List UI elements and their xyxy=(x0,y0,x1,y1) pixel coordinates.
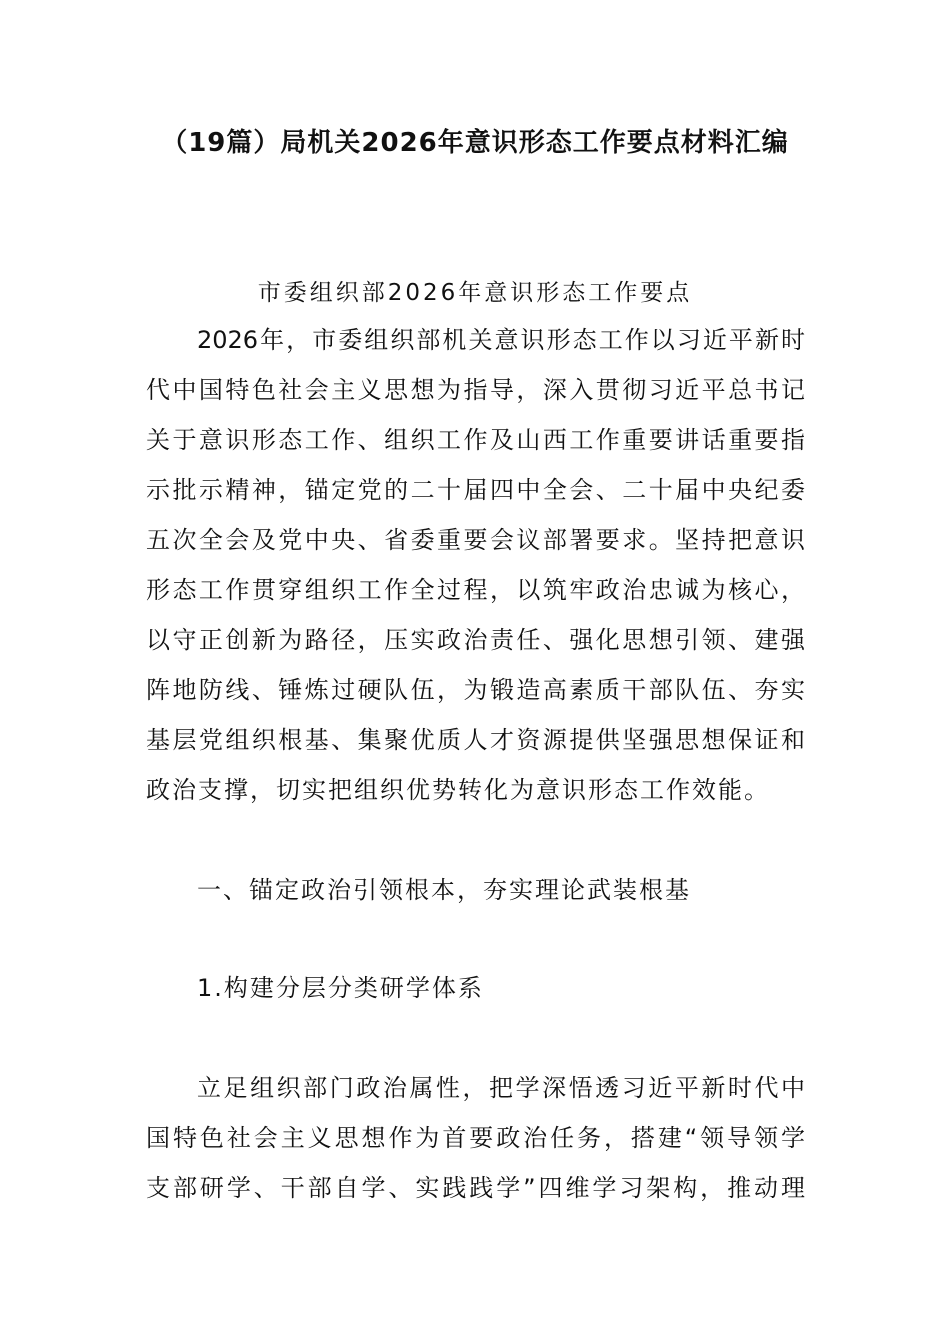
paragraph-line: 以守正创新为路径，压实政治责任、强化思想引领、建强 xyxy=(146,626,805,654)
section-heading: 一、锚定政治引领根本，夯实理论武装根基 xyxy=(197,876,691,904)
paragraph-line: 阵地防线、锤炼过硬队伍，为锻造高素质干部队伍、夯实 xyxy=(146,676,805,704)
article-title: 市委组织部2026年意识形态工作要点 xyxy=(257,280,693,306)
paragraph-line: 立足组织部门政治属性，把学深悟透习近平新时代中 xyxy=(197,1074,805,1102)
paragraph-line: 代中国特色社会主义思想为指导，深入贯彻习近平总书记 xyxy=(146,376,805,404)
subsection-heading: 1.构建分层分类研学体系 xyxy=(197,974,484,1002)
paragraph-line: 关于意识形态工作、组织工作及山西工作重要讲话重要指 xyxy=(146,426,805,454)
paragraph-line: 示批示精神，锚定党的二十届四中全会、二十届中央纪委 xyxy=(146,476,805,504)
paragraph-line: 国特色社会主义思想作为首要政治任务，搭建“领导领学 xyxy=(146,1124,805,1152)
paragraph-line: 2026年，市委组织部机关意识形态工作以习近平新时 xyxy=(197,326,805,354)
paragraph-line: 基层党组织根基、集聚优质人才资源提供坚强思想保证和 xyxy=(146,726,805,754)
paragraph-line: 政治支撑，切实把组织优势转化为意识形态工作效能。 xyxy=(146,776,770,804)
paragraph-line: 支部研学、干部自学、实践践学”四维学习架构，推动理 xyxy=(146,1174,805,1202)
paragraph-line: 五次全会及党中央、省委重要会议部署要求。坚持把意识 xyxy=(146,526,805,554)
paragraph-line: 形态工作贯穿组织工作全过程，以筑牢政治忠诚为核心， xyxy=(146,576,805,604)
document-title: （19篇）局机关2026年意识形态工作要点材料汇编 xyxy=(161,128,789,158)
